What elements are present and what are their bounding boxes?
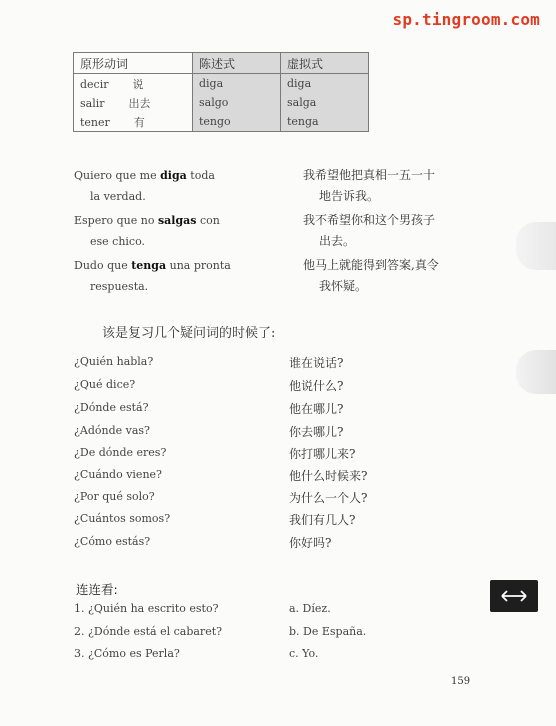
question-es: ¿Qué dice? bbox=[74, 378, 136, 391]
match-answer: a. Díez. bbox=[289, 602, 331, 615]
question-cn: 为什么一个人? bbox=[289, 491, 368, 505]
page-edge-shadow bbox=[516, 222, 556, 270]
infinitive-meaning: 出去 bbox=[128, 96, 151, 110]
infinitive-meaning: 说 bbox=[132, 77, 144, 91]
infinitive: tener bbox=[80, 115, 110, 129]
question-es: ¿Cómo estás? bbox=[74, 535, 151, 548]
header-indicative: 陈述式 bbox=[193, 53, 281, 74]
example-sentence-es: Dudo que tenga una pronta respuesta. bbox=[74, 259, 231, 293]
example-sentence-es: Quiero que me diga toda la verdad. bbox=[74, 169, 215, 203]
question-es: ¿Quién habla? bbox=[74, 355, 154, 368]
question-es: ¿Cuándo viene? bbox=[74, 468, 162, 481]
match-question: 1. ¿Quién ha escrito esto? bbox=[74, 602, 219, 615]
subjunctive-form: salga bbox=[281, 93, 369, 112]
example-sentence-es: Espero que no salgas con ese chico. bbox=[74, 214, 220, 248]
header-infinitive: 原形动词 bbox=[74, 53, 193, 74]
subjunctive-verb: salgas bbox=[157, 214, 197, 227]
question-cn: 谁在说话? bbox=[289, 356, 344, 370]
side-tab[interactable] bbox=[490, 580, 538, 612]
verb-table bbox=[73, 52, 369, 132]
question-es: ¿Por qué solo? bbox=[74, 490, 155, 503]
page-number: 159 bbox=[451, 676, 471, 687]
watermark: sp.tingroom.com bbox=[392, 10, 540, 29]
question-cn: 他在哪儿? bbox=[289, 402, 344, 416]
match-question: 2. ¿Dónde está el cabaret? bbox=[74, 625, 223, 638]
infinitive-meaning: 有 bbox=[133, 115, 145, 129]
infinitive: salir bbox=[80, 96, 105, 110]
subjunctive-verb: tenga bbox=[131, 259, 167, 272]
double-arrow-icon bbox=[501, 590, 527, 602]
example-sentence-cn: 我希望他把真相一五一十 地告诉我。 bbox=[303, 168, 436, 203]
subjunctive-form: diga bbox=[281, 74, 369, 94]
page-edge-shadow bbox=[516, 350, 556, 394]
question-es: ¿Cuántos somos? bbox=[74, 512, 171, 525]
match-question: 3. ¿Cómo es Perla? bbox=[74, 647, 180, 660]
table-row bbox=[74, 74, 369, 94]
match-answer: b. De España. bbox=[289, 625, 367, 638]
indicative-form: tengo bbox=[193, 112, 281, 132]
question-cn: 我们有几人? bbox=[289, 513, 356, 527]
section-heading: 该是复习几个疑问词的时候了: bbox=[102, 326, 276, 341]
question-cn: 他什么时候来? bbox=[289, 469, 368, 483]
header-subjunctive: 虚拟式 bbox=[281, 53, 369, 74]
indicative-form: salgo bbox=[193, 93, 281, 112]
subjunctive-form: tenga bbox=[281, 112, 369, 132]
question-cn: 你好吗? bbox=[289, 536, 332, 550]
match-answer: c. Yo. bbox=[289, 647, 319, 660]
example-sentence-cn: 他马上就能得到答案,真令 我怀疑。 bbox=[303, 258, 439, 293]
table-row bbox=[74, 93, 369, 112]
question-cn: 他说什么? bbox=[289, 379, 344, 393]
infinitive: decir bbox=[80, 77, 109, 91]
indicative-form: diga bbox=[193, 74, 281, 94]
question-es: ¿Dónde está? bbox=[74, 401, 149, 414]
question-es: ¿Adónde vas? bbox=[74, 424, 150, 437]
subjunctive-verb: diga bbox=[160, 169, 187, 182]
question-cn: 你去哪儿? bbox=[289, 425, 344, 439]
question-cn: 你打哪儿来? bbox=[289, 447, 356, 461]
question-es: ¿De dónde eres? bbox=[74, 446, 167, 459]
table-row bbox=[74, 112, 369, 132]
match-title: 连连看: bbox=[76, 582, 118, 597]
example-sentence-cn: 我不希望你和这个男孩子 出去。 bbox=[303, 213, 436, 248]
